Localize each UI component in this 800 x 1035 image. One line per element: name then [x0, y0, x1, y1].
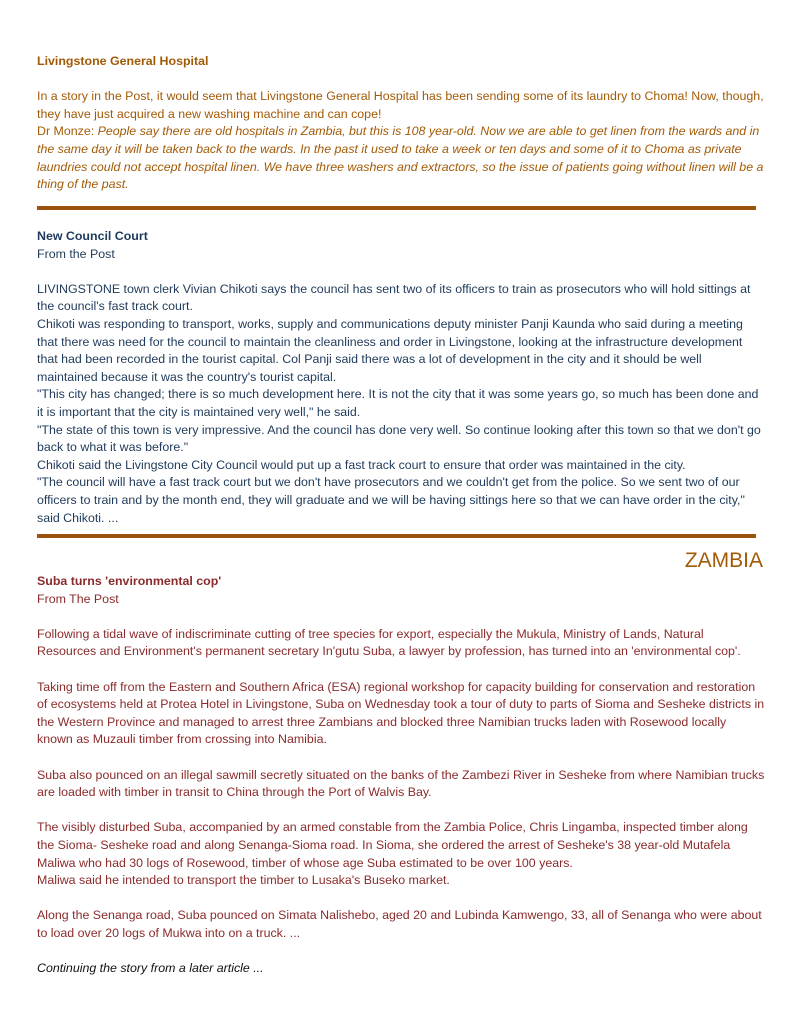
hospital-speaker: Dr Monze: [37, 124, 98, 139]
suba-article [37, 573, 765, 978]
continuing-note [37, 960, 765, 978]
suba-paragraph: The visibly disturbed Suba, accompanied by an armed constable from the Zambia Police, Chris Lingamba, inspected timber along the Sioma- Sesheke road and along Senanga-Sioma road. In Sioma, she ordered the arrest of Sesheke's 38 year-old Mutafela Maliwa who had 30 logs of Rosewood, timber of whose age Suba estimated to be over 100 years. [37, 820, 748, 870]
suba-source: From The Post [37, 591, 119, 606]
suba-paragraph: Taking time off from the Eastern and Southern Africa (ESA) regional workshop for capacity building for conservation and restoration of ecosystems held at Protea Hotel in Livingstone, Suba on Wednesday took a tour of duty to parts of Sioma and Sesheke districts in the Western Province and managed to arrest three Zambians and blocked three Namibian trucks laden with Rosewood locally known as Muzauli timber from crossing into Namibia. [37, 679, 765, 747]
section-divider [37, 206, 756, 210]
suba-paragraph: Following a tidal wave of indiscriminate cutting of tree species for export, especially the Mukula, Ministry of Lands, Natural Resources and Environment's permanent secretary In'gutu Suba, a lawyer by profession, has turned into an 'environmental cop'. [37, 626, 741, 659]
council-paragraph: Chikoti was responding to transport, works, supply and communications deputy minister Panji Kaunda who said during a meeting that there was need for the council to maintain the cleanliness and order in Livingstone, looking at the infrastructure development that had been recorded in the tourist capital. Col Panji said there was a lot of development in the city and it should be well maintained because it was the country's tourist capital. [37, 316, 743, 384]
council-paragraph: Chikoti said the Livingstone City Council would put up a fast track court to ensure that order was maintained in the city. [37, 457, 686, 472]
council-source: From the Post [37, 246, 115, 261]
section-label: ZAMBIA [684, 549, 763, 572]
hospital-title: Livingstone General Hospital [37, 54, 209, 68]
suba-title: Suba turns 'environmental cop' [37, 574, 222, 588]
section-divider [37, 534, 756, 538]
council-paragraph: LIVINGSTONE town clerk Vivian Chikoti says the council has sent two of its officers to train as prosecutors who will hold sittings at the council's fast track court. [37, 281, 751, 314]
hospital-paragraph: In a story in the Post, it would seem that Livingstone General Hospital has been sending some of its laundry to Choma! Now, though, they have just acquired a new washing machine and can cope! [37, 89, 764, 121]
suba-paragraph: Maliwa said he intended to transport the timber to Lusaka's Buseko market. [37, 873, 450, 888]
suba-paragraph: Along the Senanga road, Suba pounced on Simata Nalishebo, aged 20 and Lubinda Kamwengo, 33, all of Senanga who were about to load over 20 logs of Mukwa into on a truck. ... [37, 908, 762, 940]
continuing-note-text: Continuing the story from a later article ... [37, 961, 264, 976]
hospital-quote-paragraph [37, 123, 765, 193]
hospital-quote: People say there are old hospitals in Zambia, but this is 108 year-old. Now we are able to get linen from the wards and in the same day it will be taken back to the wards. In the past it used to take a week or ten days and some of it to Choma as private laundries could not accept hospital linen. We have three washers and extractors, so the issue of patients going without linen will be a thing of the past. [37, 124, 764, 192]
suba-paragraph: Suba also pounced on an illegal sawmill secretly situated on the banks of the Zambezi River in Sesheke from where Namibian trucks are loaded with timber in transit to China through the Port of Walvis Bay. [37, 767, 765, 800]
council-title: New Council Court [37, 229, 148, 243]
council-paragraph: "This city has changed; there is so much development here. It is not the city that it was some years go, so much has been done and it is important that the city is maintained very well," he said. [37, 387, 759, 419]
hospital-article [37, 53, 765, 194]
council-paragraph: "The state of this town is very impressive. And the council has done very well. So continue looking after this town so that we don't go back to what it was before." [37, 422, 761, 455]
council-article [37, 228, 765, 527]
council-paragraph: "The council will have a fast track court but we don't have prosecutors and we couldn't get from the police. So we sent two of our officers to train and by the month end, they will graduate and we will be having sittings here so that we can have order in the city," said Chikoti. ... [37, 475, 745, 525]
